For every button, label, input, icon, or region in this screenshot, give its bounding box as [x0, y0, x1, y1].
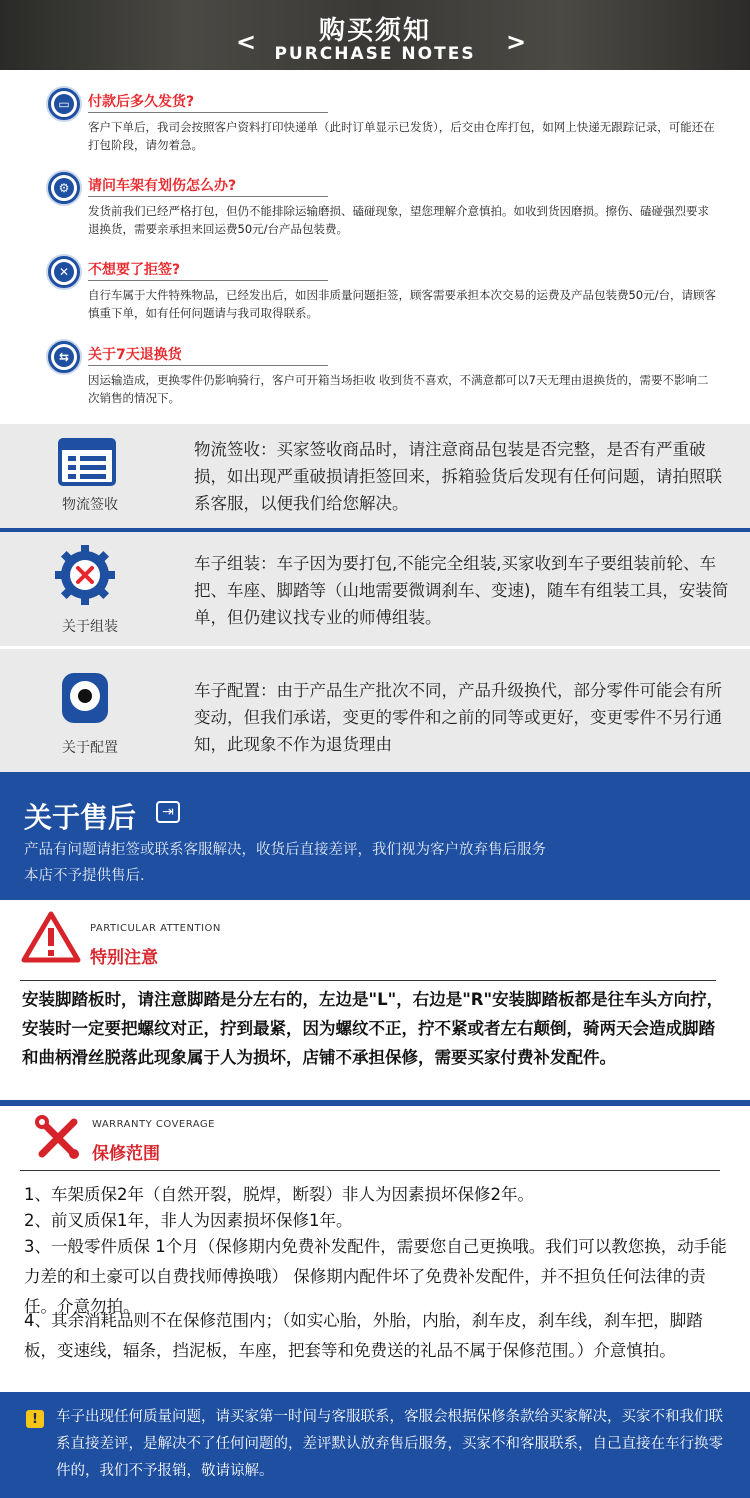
exchange-icon: ⇆ [48, 341, 80, 373]
wrench-screwdriver-icon [34, 1114, 82, 1164]
warranty-item: 4、其余消耗品则不在保修范围内；（如实心胎，外胎，内胎，刹车皮，刹车线，刹车把，脚踏板，变速线，辐条，挡泥板，车座，把套等和免费送的礼品不属于保修范围。）介意慎拍。 [24, 1311, 703, 1360]
warranty-item: 3、一般零件质保 1个月（保修期内免费补发配件，需要您自己更换哦。我们可以教您换，动手能力差的和土豪可以自费找师傅换哦） 保修期内配件坏了免费补发配件，并不担负任何法律的责任。介意勿拍。 [24, 1237, 727, 1316]
attention-text: 安装脚踏板时，请注意脚踏是分左右的，左边是"L"，右边是"R"安装脚踏板都是往车头方向拧，安装时一定要把螺纹对正，拧到最紧，因为螺纹不正，拧不紧或者左右颠倒，骑两天会造成脚踏和曲柄滑丝脱落此现象属于人为损坏，店铺不承担保修，需要买家付费补发配件。 [22, 990, 724, 1067]
info-label: 关于配置 [62, 740, 118, 756]
note-answer: 自行车属于大件特殊物品，已经发出后，如因非质量问题拒签，顾客需要承担本次交易的运费及产品包装费50元/台，请顾客慎重下单，如有任何问题请与我司取得联系。 [88, 288, 717, 320]
info-text: 车子组装：车子因为要打包,不能完全组装,买家收到车子要组装前轮、车把、车座、脚踏等（山地需要微调刹车、变速)，随车有组装工具，安装简单，但仍建议找专业的师傅组装。 [194, 554, 729, 627]
after-sales-line: 本店不予提供售后. [24, 868, 145, 884]
note-question: 付款后多久发货? [88, 94, 195, 110]
note-answer: 发货前我们已经严格打包，但仍不能排除运输磨损、磕碰现象，望您理解介意慎拍。如收到货因磨损。擦伤、磕碰强烈要求退换货，需要亲承担来回运费50元/台产品包装费。 [88, 204, 709, 236]
enter-icon: ⇥ [156, 801, 180, 823]
divider [88, 196, 328, 197]
phone-icon: ▭ [48, 88, 80, 120]
info-configuration [0, 649, 750, 772]
after-sales-line: 产品有问题请拒签或联系客服解决，收货后直接差评，我们视为客户放弃售后服务 [24, 842, 546, 858]
note-answer: 客户下单后，我司会按照客户资料打印快递单（此时订单显示已发货），后交由仓库打包，如网上快递无跟踪记录，可能还在打包阶段，请勿着急。 [88, 120, 715, 152]
info-assembly [0, 532, 750, 646]
info-label: 关于组装 [62, 619, 118, 635]
note-question: 请问车架有划伤怎么办? [88, 178, 237, 194]
divider [88, 112, 328, 113]
divider [20, 980, 716, 981]
attention-title-en: PARTICULAR ATTENTION [90, 923, 221, 934]
gear-tools-icon [54, 544, 116, 610]
note-question: 不想要了拒签? [88, 262, 181, 278]
chevron-left-icon: < [236, 28, 257, 56]
info-text: 车子配置：由于产品生产批次不同，产品升级换代，部分零件可能会有所变动，但我们承诺，变更的零件和之前的同等或更好，变更零件不另行通知，此现象不作为退货理由 [194, 681, 722, 754]
divider [88, 280, 328, 281]
after-sales-banner [0, 772, 750, 900]
note-question: 关于7天退换货 [88, 347, 182, 363]
warranty-item: 2、前叉质保1年，非人为因素损坏保修1年。 [24, 1211, 353, 1230]
logistics-list-icon [58, 438, 116, 490]
info-logistics [0, 424, 750, 528]
footer-text: 车子出现任何质量问题，请买家第一时间与客服联系，客服会根据保修条款给买家解决，买家不和我们联系直接差评，是解决不了任何问题的，差评默认放弃售后服务，买家不和客服联系，自己直接在车行换零件的，我们不予报销，敬请谅解。 [56, 1409, 723, 1479]
warranty-title-en: WARRANTY COVERAGE [92, 1119, 216, 1130]
section-divider [0, 1100, 750, 1106]
camera-lens-icon [60, 671, 110, 729]
info-text: 物流签收：买家签收商品时，请注意商品包装是否完整，是否有严重破损，如出现严重破损请拒签回来，拆箱验货后发现有任何问题，请拍照联系客服，以便我们给您解决。 [194, 440, 722, 513]
exclamation-icon: ! [26, 1410, 44, 1428]
bike-scratch-icon: ⚙ [48, 172, 80, 204]
attention-title-cn: 特别注意 [90, 948, 158, 968]
after-sales-title: 关于售后 [24, 801, 137, 834]
warranty-title-cn: 保修范围 [92, 1144, 160, 1164]
warranty-item: 1、车架质保2年（自然开裂，脱焊，断裂）非人为因素损坏保修2年。 [24, 1185, 534, 1204]
chevron-right-icon: > [506, 28, 527, 56]
divider [20, 1170, 720, 1171]
info-label: 物流签收 [62, 497, 118, 513]
header-title: 购买须知 [318, 16, 431, 46]
warning-triangle-icon [20, 910, 82, 968]
purchase-notes-header [0, 0, 750, 70]
footer-notice [0, 1392, 750, 1498]
header-subtitle: PURCHASE NOTES [274, 44, 476, 64]
note-answer: 因运输造成，更换零件仍影响骑行，客户可开箱当场拒收 收到货不喜欢，不满意都可以7天无理由退换货的，需要不影响二次销售的情况下。 [88, 373, 709, 405]
divider [88, 365, 328, 366]
reject-icon: ✕ [48, 256, 80, 288]
